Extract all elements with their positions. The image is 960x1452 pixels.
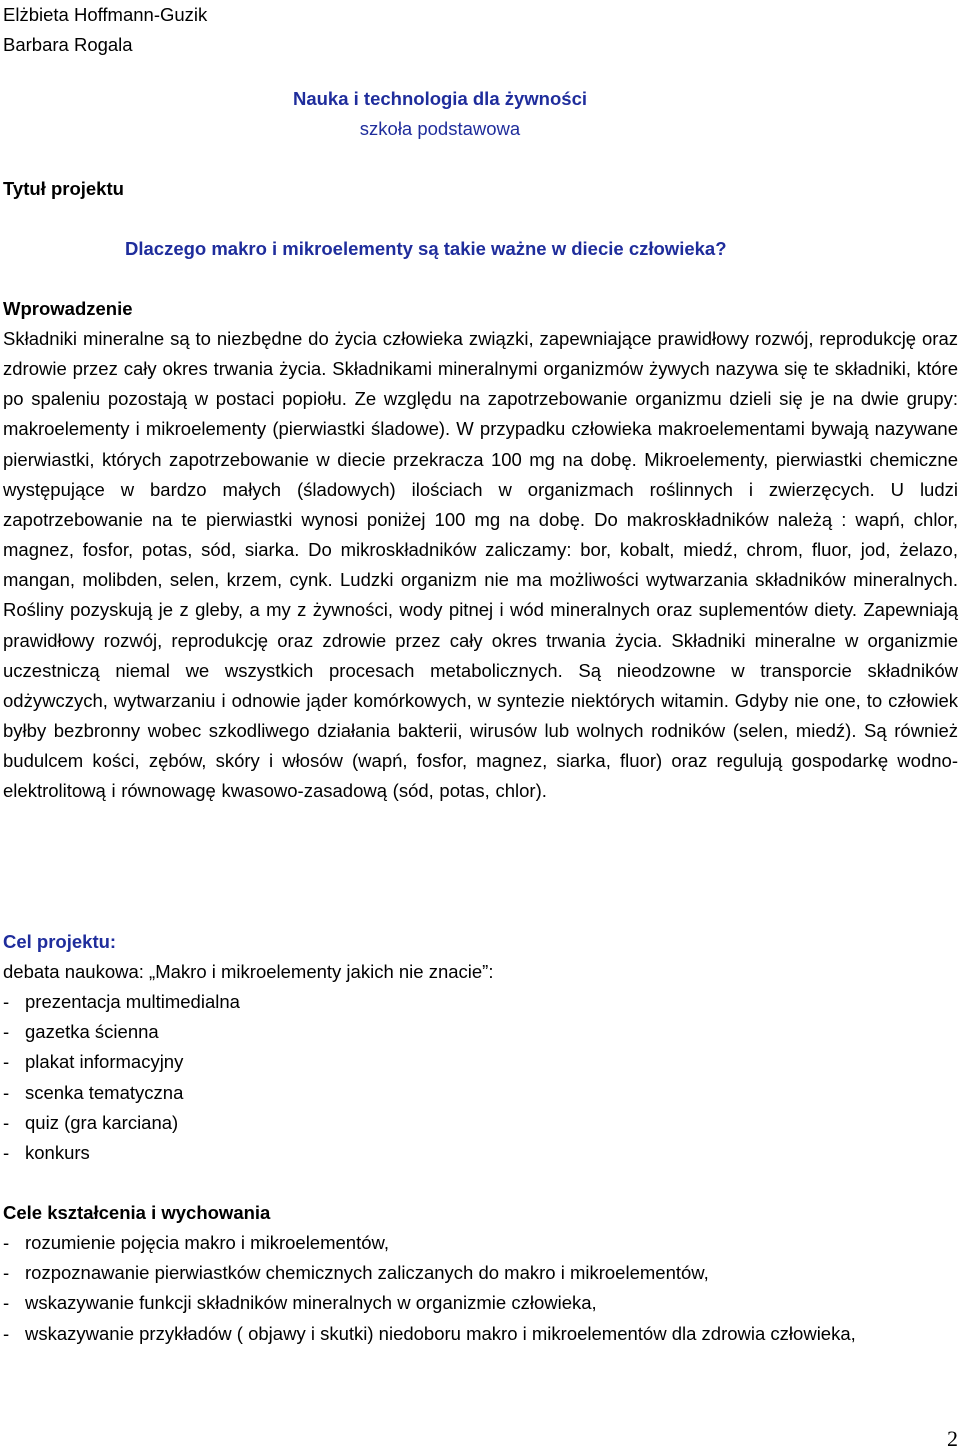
education-list — [3, 1228, 923, 1349]
education-heading: Cele kształcenia i wychowania — [3, 1202, 271, 1223]
list-item: - rozumienie pojęcia makro i mikroelementów, — [3, 1228, 923, 1258]
list-item: - wskazywanie przykładów ( objawy i skutki) niedoboru makro i mikroelementów dla zdrowia człowieka, — [3, 1319, 923, 1349]
intro-paragraph: Składniki mineralne są to niezbędne do życia człowieka związki, zapewniające prawidłowy rozwój, reprodukcję oraz zdrowie przez cały okres trwania życia. Składnikami mineralnymi organizmów żywych nazywa się te składniki, które po spaleniu pozostają w postaci popiołu. Ze względu na zapotrzebowanie organizmu dzieli się je na dwie grupy: makroelementy i mikroelementy (pierwiastki śladowe). W przypadku człowieka makroelementami bywają nazywane pierwiastki, których zapotrzebowanie w diecie przekracza 100 mg na dobę. Mikroelementy, pierwiastki chemiczne występujące w bardzo małych (śladowych) ilościach w organizmach roślinnych i zwierzęcych. U ludzi zapotrzebowanie na te pierwiastki wynosi poniżej 100 mg na dobę. Do makroskładników należą : wapń, chlor, magnez, fosfor, potas, sód, siarka. Do mikroskładników zaliczamy: bor, kobalt, miedź, chrom, fluor, jod, żelazo, mangan, molibden, selen, krzem, cynk. Ludzki organizm nie ma możliwości wytwarzania składników mineralnych. Rośliny pozyskują je z gleby, a my z żywności, wody pitnej i wód mineralnych oraz suplementów diety. Zapewniają prawidłowy rozwój, reprodukcję oraz zdrowie przez cały okres trwania życia. Składniki mineralne w organizmie uczestniczą niemal we wszystkich procesach metabolicznych. Są nieodzowne w transporcie składników odżywczych, wytwarzaniu i odnowie jąder komórkowych, w syntezie niektórych witamin. Gdyby nie one, to człowiek byłby bezbronny wobec szkodliwego działania bakterii, wirusów lub wolnych rodników (selen, miedź). Są również budulcem kości, zębów, skóry i włosów (wapń, fosfor, magnez, siarka, fluor) oraz regulują gospodarkę wodno-elektrolitową i równowagę kwasowo-zasadową (sód, potas, chlor). — [3, 328, 958, 802]
list-item: - prezentacja multimedialna — [3, 987, 903, 1017]
subject-block — [0, 84, 880, 144]
list-item: - quiz (gra karciana) — [3, 1108, 903, 1138]
list-item: - rozpoznawanie pierwiastków chemicznych zaliczanych do makro i mikroelementów, — [3, 1258, 923, 1288]
author-name: Barbara Rogala — [3, 34, 133, 55]
intro-heading: Wprowadzenie — [3, 298, 133, 319]
title-label: Tytuł projektu — [3, 178, 124, 199]
authors — [3, 0, 207, 60]
goal-description: debata naukowa: „Makro i mikroelementy jakich nie znacie”: — [3, 961, 494, 982]
page-number: 2 — [947, 1426, 958, 1451]
project-title: Dlaczego makro i mikroelementy są takie ważne w diecie człowieka? — [125, 238, 727, 259]
list-item: - scenka tematyczna — [3, 1078, 903, 1108]
subject-title: Nauka i technologia dla żywności — [292, 88, 587, 109]
list-item: - plakat informacyjny — [3, 1047, 903, 1077]
list-item: - gazetka ścienna — [3, 1017, 903, 1047]
goal-list — [3, 987, 903, 1168]
goal-heading: Cel projektu: — [3, 931, 117, 952]
school-level: szkoła podstawowa — [359, 118, 521, 139]
list-item: - wskazywanie funkcji składników mineralnych w organizmie człowieka, — [3, 1288, 923, 1318]
list-item: - konkurs — [3, 1138, 903, 1168]
author-name: Elżbieta Hoffmann-Guzik — [3, 4, 208, 25]
